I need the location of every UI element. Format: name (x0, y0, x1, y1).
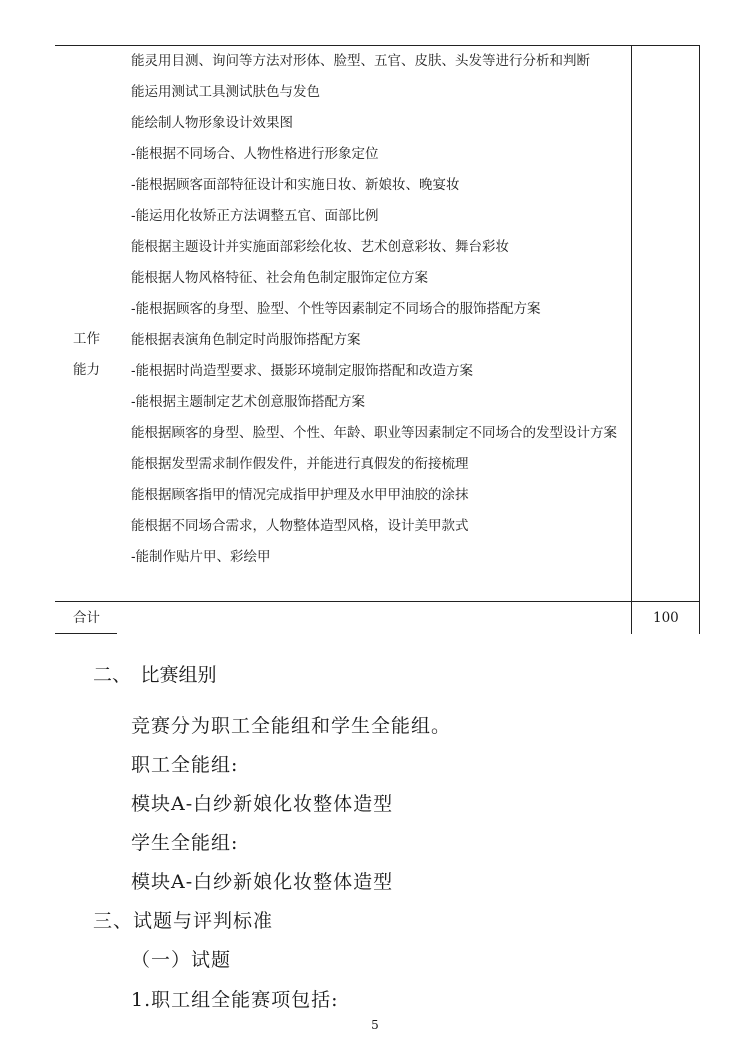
section-two-heading: 二、 比赛组别 (93, 664, 217, 686)
row-label-line-2: 能力 (73, 362, 100, 378)
section-two-line-5: 模块A-白纱新娘化妆整体造型 (131, 871, 394, 893)
ability-item: -能根据不同场合、人物性格进行形象定位 (131, 146, 379, 162)
ability-item: 能根据顾客的身型、脸型、个性、年龄、职业等因素制定不同场合的发型设计方案 (131, 425, 617, 441)
table-right-border (699, 45, 700, 634)
table-score-column-border (631, 45, 632, 634)
section-two-line-4: 学生全能组: (131, 832, 239, 854)
ability-item: -能根据时尚造型要求、摄影环境制定服饰搭配和改造方案 (131, 363, 474, 379)
table-bottom-border (55, 633, 117, 634)
ability-item: 能灵用目测、询问等方法对形体、脸型、五官、皮肤、头发等进行分析和判断 (131, 53, 590, 69)
section-two-line-3: 模块A-白纱新娘化妆整体造型 (131, 793, 394, 815)
section-three-heading: 三、试题与评判标准 (93, 910, 274, 932)
ability-item: 能运用测试工具测试肤色与发色 (131, 84, 320, 100)
ability-item: 能根据不同场合需求，人物整体造型风格，设计美甲款式 (131, 518, 469, 534)
total-value: 100 (653, 610, 679, 626)
ability-item: 能绘制人物形象设计效果图 (131, 115, 293, 131)
ability-item: 能根据发型需求制作假发件，并能进行真假发的衔接梳理 (131, 456, 469, 472)
ability-item: 能根据主题设计并实施面部彩绘化妆、艺术创意彩妆、舞台彩妆 (131, 239, 509, 255)
table-top-border (55, 45, 700, 46)
ability-item: -能根据顾客的身型、脸型、个性等因素制定不同场合的服饰搭配方案 (131, 301, 541, 317)
ability-item: 能根据表演角色制定时尚服饰搭配方案 (131, 332, 361, 348)
section-three-item-1: 1.职工组全能赛项包括: (131, 989, 339, 1011)
ability-item: 能根据人物风格特征、社会角色制定服饰定位方案 (131, 270, 428, 286)
page-number: 5 (371, 1018, 379, 1032)
ability-item: -能根据顾客面部特征设计和实施日妆、新娘妆、晚宴妆 (131, 177, 460, 193)
ability-item: -能制作贴片甲、彩绘甲 (131, 549, 271, 565)
section-two-line-2: 职工全能组: (131, 754, 239, 776)
row-label-line-1: 工作 (73, 331, 100, 347)
section-two-line-1: 竞赛分为职工全能组和学生全能组。 (131, 715, 452, 737)
ability-item: 能根据顾客指甲的情况完成指甲护理及水甲甲油胶的涂抹 (131, 487, 469, 503)
total-label: 合计 (73, 610, 100, 626)
section-three-subheading: （一）试题 (131, 949, 232, 971)
table-total-row-border (55, 601, 700, 602)
ability-item: -能根据主题制定艺术创意服饰搭配方案 (131, 394, 366, 410)
ability-item: -能运用化妆矫正方法调整五官、面部比例 (131, 208, 379, 224)
